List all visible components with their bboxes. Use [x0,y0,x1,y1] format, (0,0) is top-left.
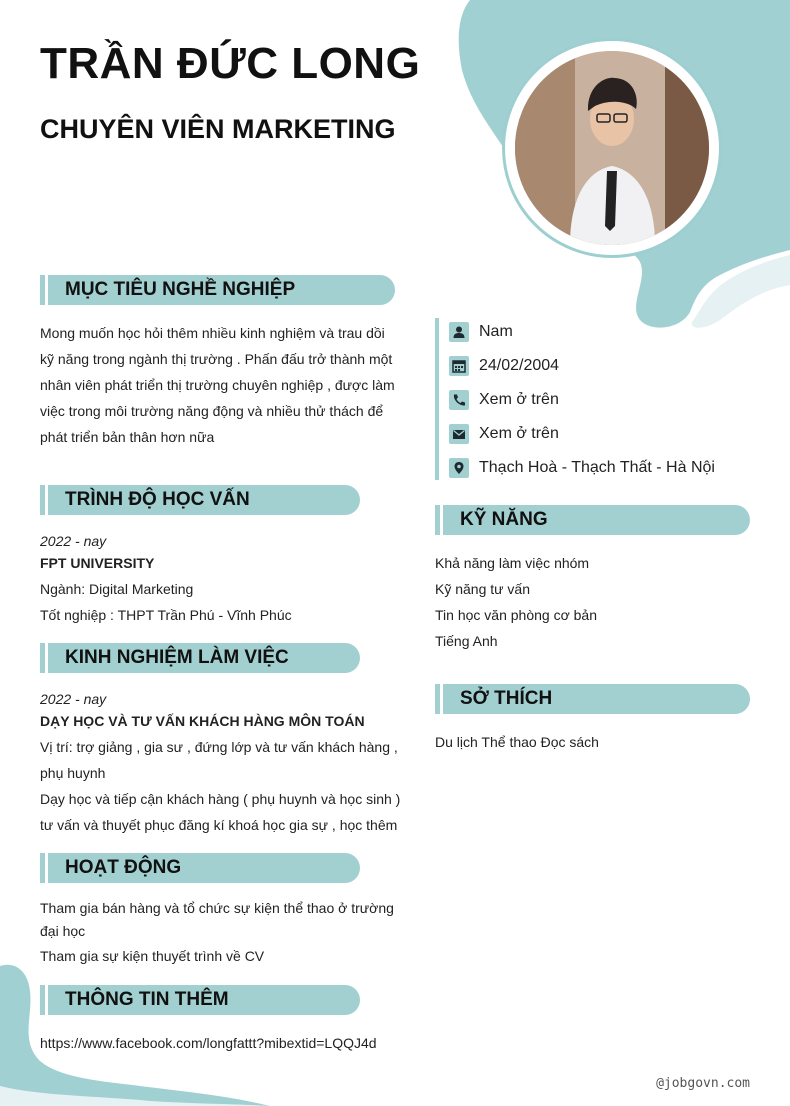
experience-line: tư vấn và thuyết phục đăng kí khoá học gia sự , học thêm [40,817,398,833]
skills-heading-label: KỸ NĂNG [460,509,548,530]
objective-heading [40,275,395,305]
objective-line: nhân viên phát triển thị trường chuyên nghiệp , được làm [40,377,395,393]
site-credit: @jobgovn.com [656,1076,750,1091]
person-icon [449,322,469,342]
objective-line: Mong muốn học hỏi thêm nhiều kinh nghiệm và trau dồi [40,325,385,341]
skill-item: Khả năng làm việc nhóm [435,555,590,571]
experience-period: 2022 - nay [40,691,107,707]
avatar [502,38,722,258]
extra-heading [40,985,360,1015]
mail-icon [449,424,469,444]
activities-line: Tham gia bán hàng và tổ chức sự kiện thể thao ở trường [40,900,394,916]
phone-value: Xem ở trên [479,391,559,408]
activities-line: đại học [40,923,86,939]
activities-heading-label: HOẠT ĐỘNG [65,857,182,878]
education-graduated: Tốt nghiệp : THPT Trần Phú - Vĩnh Phúc [40,607,292,623]
education-period: 2022 - nay [40,533,107,549]
experience-heading-label: KINH NGHIỆM LÀM VIỆC [65,647,289,668]
activities-line: Tham gia sự kiện thuyết trình về CV [40,948,265,964]
phone-icon [449,390,469,410]
job-title: CHUYÊN VIÊN MARKETING [40,114,396,144]
hobbies-heading [435,684,750,714]
objective-line: phát triển bản thân hơn nữa [40,429,215,445]
personal-info [435,318,759,480]
skill-item: Kỹ năng tư vấn [435,581,530,597]
extra-heading-label: THÔNG TIN THÊM [65,989,229,1010]
calendar-icon [449,356,469,376]
objective-line: việc trong môi trường năng động và nhiều thử thách để [40,403,384,419]
gender-value: Nam [479,323,513,340]
experience-line: phụ huynh [40,765,106,781]
hobbies-text: Du lịch Thể thao Đọc sách [435,734,599,750]
profile-photo [515,51,709,245]
location-pin-icon [449,458,469,478]
email-value: Xem ở trên [479,425,559,442]
education-heading-label: TRÌNH ĐỘ HỌC VẤN [65,489,250,510]
objective-line: kỹ năng trong ngành thị trường . Phấn đấu trở thành một [40,351,393,367]
experience-line: Dạy học và tiếp cận khách hàng ( phụ huynh và học sinh ) [40,791,401,807]
objective-heading-label: MỤC TIÊU NGHỀ NGHIỆP [65,279,296,300]
education-school: FPT UNIVERSITY [40,555,155,571]
skill-item: Tin học văn phòng cơ bản [435,607,597,623]
candidate-name: TRẦN ĐỨC LONG [40,39,421,88]
education-heading [40,485,360,515]
hobbies-heading-label: SỞ THÍCH [460,688,553,709]
birthday-value: 24/02/2004 [479,357,560,374]
activities-heading [40,853,360,883]
skills-heading [435,505,750,535]
education-major: Ngành: Digital Marketing [40,581,194,597]
experience-line: Vị trí: trợ giảng , gia sư , đứng lớp và tư vấn khách hàng , [40,739,398,755]
address-value: Thạch Hoà - Thạch Thất - Hà Nội [479,459,715,476]
skill-item: Tiếng Anh [435,633,498,649]
experience-role: DẠY HỌC VÀ TƯ VẤN KHÁCH HÀNG MÔN TOÁN [40,713,365,729]
facebook-link[interactable]: https://www.facebook.com/longfattt?mibextid=LQQJ4d [40,1035,377,1051]
experience-heading [40,643,360,673]
